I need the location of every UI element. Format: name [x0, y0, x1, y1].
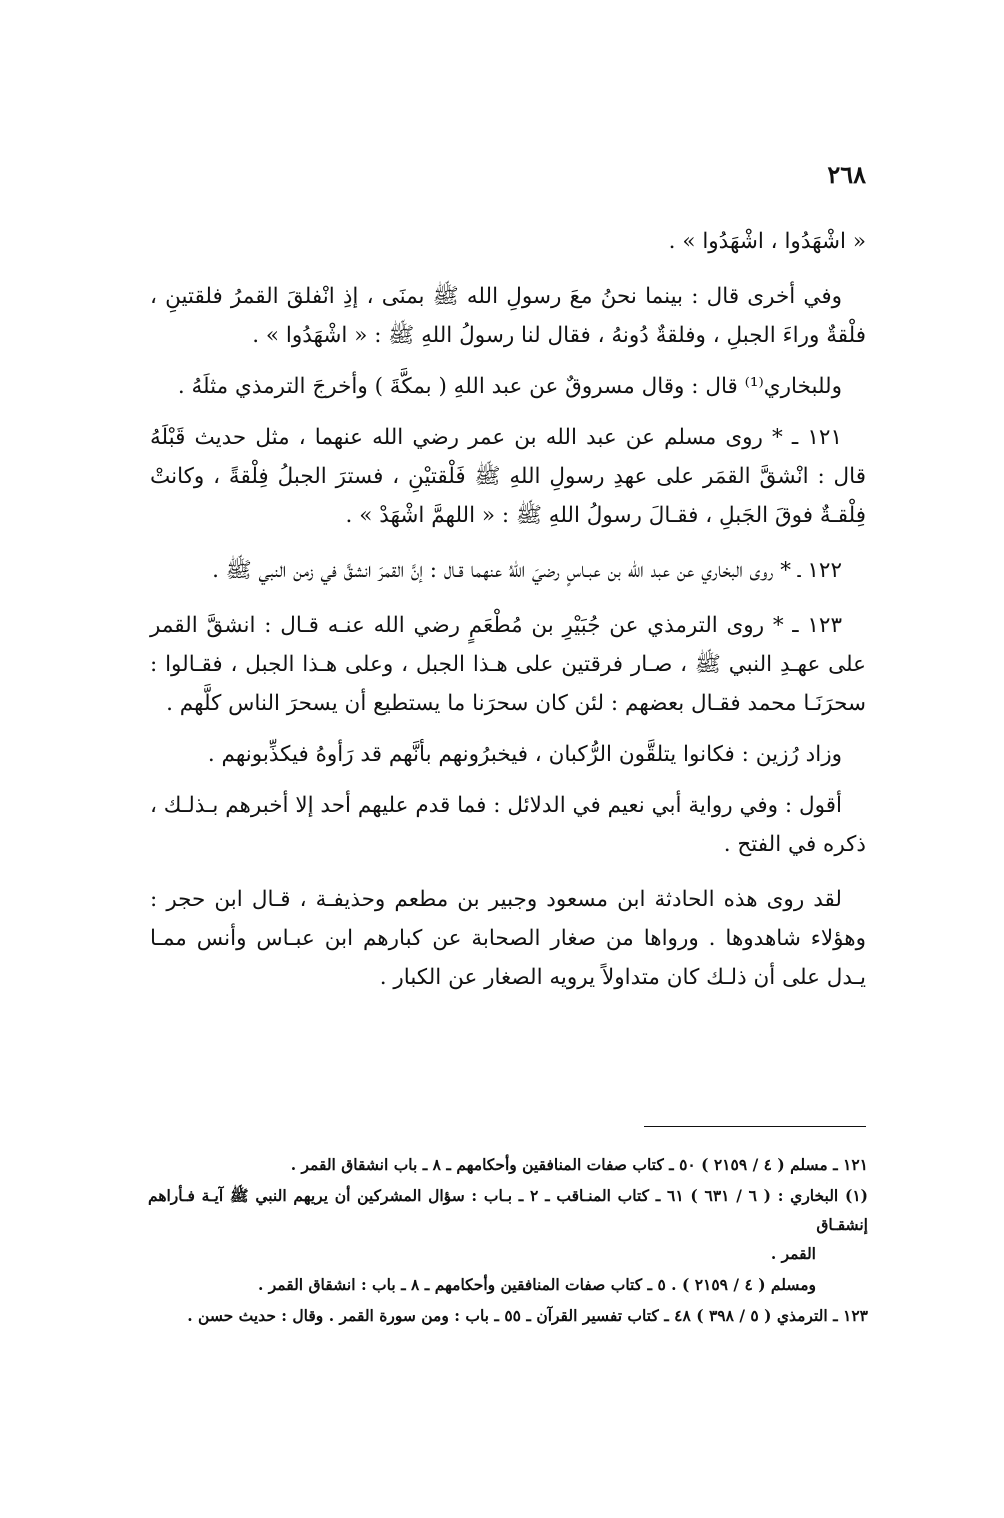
- paragraph-conclusion: لقد روى هذه الحادثة ابن مسعود وجبير بن مطعم وحذيفـة ، قـال ابن حجر : وهؤلاء شاهدوها . ورواها من صغار الصحابة عن كبارهم ابن عبـاس وأنس ممـا يـدل على أن ذلـك كان متداولاً يرويه الصغار عن الكبار .: [150, 887, 866, 990]
- paragraph-razin-addition: وزاد رُزين : فكانوا يتلقَّون الرُّكبان ، فيخبرُونهم بأنَّهم قد رَأوهُ فيكذِّبونهم .: [207, 742, 842, 767]
- main-text: [150, 222, 866, 1013]
- footnote-1-line-2: القمر .: [770, 1244, 816, 1263]
- paragraph-hadith-123: ١٢٣ ـ * روى الترمذي عن جُبَيْرِ بن مُطْعَمٍ رضي الله عنـه قـال : انشقَّ القمر على عهـدِ النبي ﷺ ، صـار فرقتين على هـذا الجبل ، وعلى هـذا الجبل ، فقـالوا : سحرَنَـا محمد فقـال بعضهم : لئن كان سحرَنا ما يستطيع أن يسحرَ الناس كلَّهم .: [150, 613, 866, 716]
- page-number: ٢٦٨: [827, 160, 866, 189]
- paragraph-hadith-121: ١٢١ ـ * روى مسلم عن عبد الله بن عمر رضي الله عنهما ، مثل حديث قَبْلَهُ قال : انْشقَّ القمَر على عهدِ رسولِ اللهِ ﷺ فَلْقتيْنِ ، فسترَ الجبلُ فِلْقةً ، وكانتْ فِلْقـةٌ فوقَ الجَبلِ ، فقـالَ رسولُ اللهِ ﷺ : « اللهمَّ اشْهَدْ » .: [150, 425, 866, 528]
- footnote-1-line-1: (١) البخاري : ( ٦ / ٦٣١ ) ٦١ ـ كتاب المنـاقب ـ ٢ ـ بـاب : سؤال المشركين أن يريهم النبي ﷺ آيـة فـأراهم إنشقـاق: [148, 1186, 868, 1234]
- footnote-121: ١٢١ ـ مسلم ( ٤ / ٢١٥٩ ) ٥٠ ـ كتاب صفات المنافقين وأحكامهم ـ ٨ ـ باب انشقاق القمر .: [290, 1155, 868, 1174]
- footnotes: [148, 1150, 868, 1332]
- paragraph-bukhari-note: وللبخاري⁽¹⁾ قال : وقال مسروقٌ عن عبد اللهِ ( بمكَّةَ ) وأخرجَ الترمذي مثلَهُ .: [177, 374, 842, 399]
- paragraph-ishhadu: « اشْهَدُوا ، اشْهَدُوا » .: [668, 229, 866, 254]
- footnote-123: ١٢٣ ـ الترمذي ( ٥ / ٣٩٨ ) ٤٨ ـ كتاب تفسير القرآن ـ ٥٥ ـ باب : ومن سورة القمر . وقال : حديث حسن .: [187, 1306, 868, 1325]
- footnote-separator: [644, 1126, 866, 1127]
- paragraph-author-comment: أقول : وفي رواية أبي نعيم في الدلائل : فما قدم عليهم أحد إلا أخبرهم بـذلـك ، ذكره في الفتح .: [150, 793, 866, 857]
- paragraph-hadith-122: ١٢٢ ـ * روى البخاري عن عبد الله بن عبـاسٍ رضيَ اللهُ عنهما قـال : إنَّ القمرَ انشقَّ في زمن النبي ﷺ .: [212, 558, 842, 583]
- paragraph-another-narration: وفي أخرى قال : بينما نحنُ معَ رسولِ الله ﷺ بمنَى ، إذِ انْفلقَ القمرُ فلقتينِ ، فلْقةٌ وراءَ الجبلِ ، وفلقةٌ دُونهُ ، فقال لنا رسولُ اللهِ ﷺ : « اشْهَدُوا » .: [150, 284, 866, 348]
- footnote-muslim: ومسلم ( ٤ / ٢١٥٩ ) . ٥ ـ كتاب صفات المنافقين وأحكامهم ـ ٨ ـ باب : انشقاق القمر .: [257, 1275, 816, 1294]
- footnote-1: [148, 1181, 868, 1268]
